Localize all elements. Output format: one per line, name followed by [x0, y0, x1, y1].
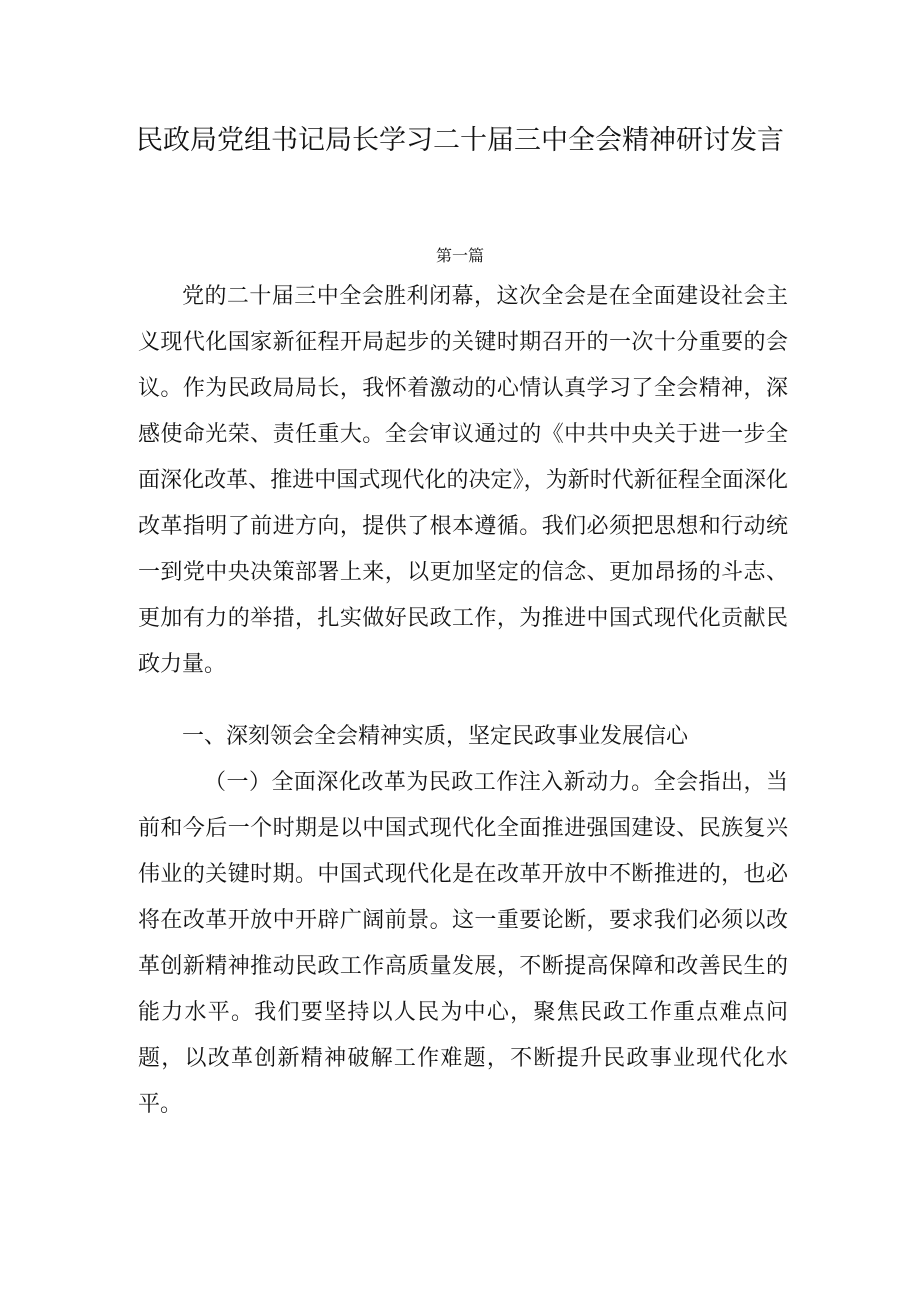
- subsection-paragraph: （一）全面深化改革为民政工作注入新动力。全会指出，当前和今后一个时期是以中国式现代化全面推进强国建设、民族复兴伟业的关键时期。中国式现代化是在改革开放中不断推进的，也必将在改革开放中开辟广阔前景。这一重要论断，要求我们必须以改革创新精神推动民政工作高质量发展，不断提高保障和改善民生的能力水平。我们要坚持以人民为中心，聚焦民政工作重点难点问题，以改革创新精神破解工作难题，不断提升民政事业现代化水平。: [138, 770, 788, 1117]
- document-title: 民政局党组书记局长学习二十届三中全会精神研讨发言: [136, 125, 784, 156]
- section-label: 第一篇: [435, 246, 484, 265]
- intro-paragraph: 党的二十届三中全会胜利闭幕，这次全会是在全面建设社会主义现代化国家新征程开局起步的关键时期召开的一次十分重要的会议。作为民政局局长，我怀着激动的心情认真学习了全会精神，深感使命光荣、责任重大。全会审议通过的《中共中央关于进一步全面深化改革、推进中国式现代化的决定》，为新时代新征程全面深化改革指明了前进方向，提供了根本遵循。我们必须把思想和行动统一到党中央决策部署上来，以更加坚定的信念、更加昂扬的斗志、更加有力的举措，扎实做好民政工作，为推进中国式现代化贡献民政力量。: [138, 284, 788, 677]
- section-heading: 一、深刻领会全会精神实质，坚定民政事业发展信心: [182, 724, 689, 749]
